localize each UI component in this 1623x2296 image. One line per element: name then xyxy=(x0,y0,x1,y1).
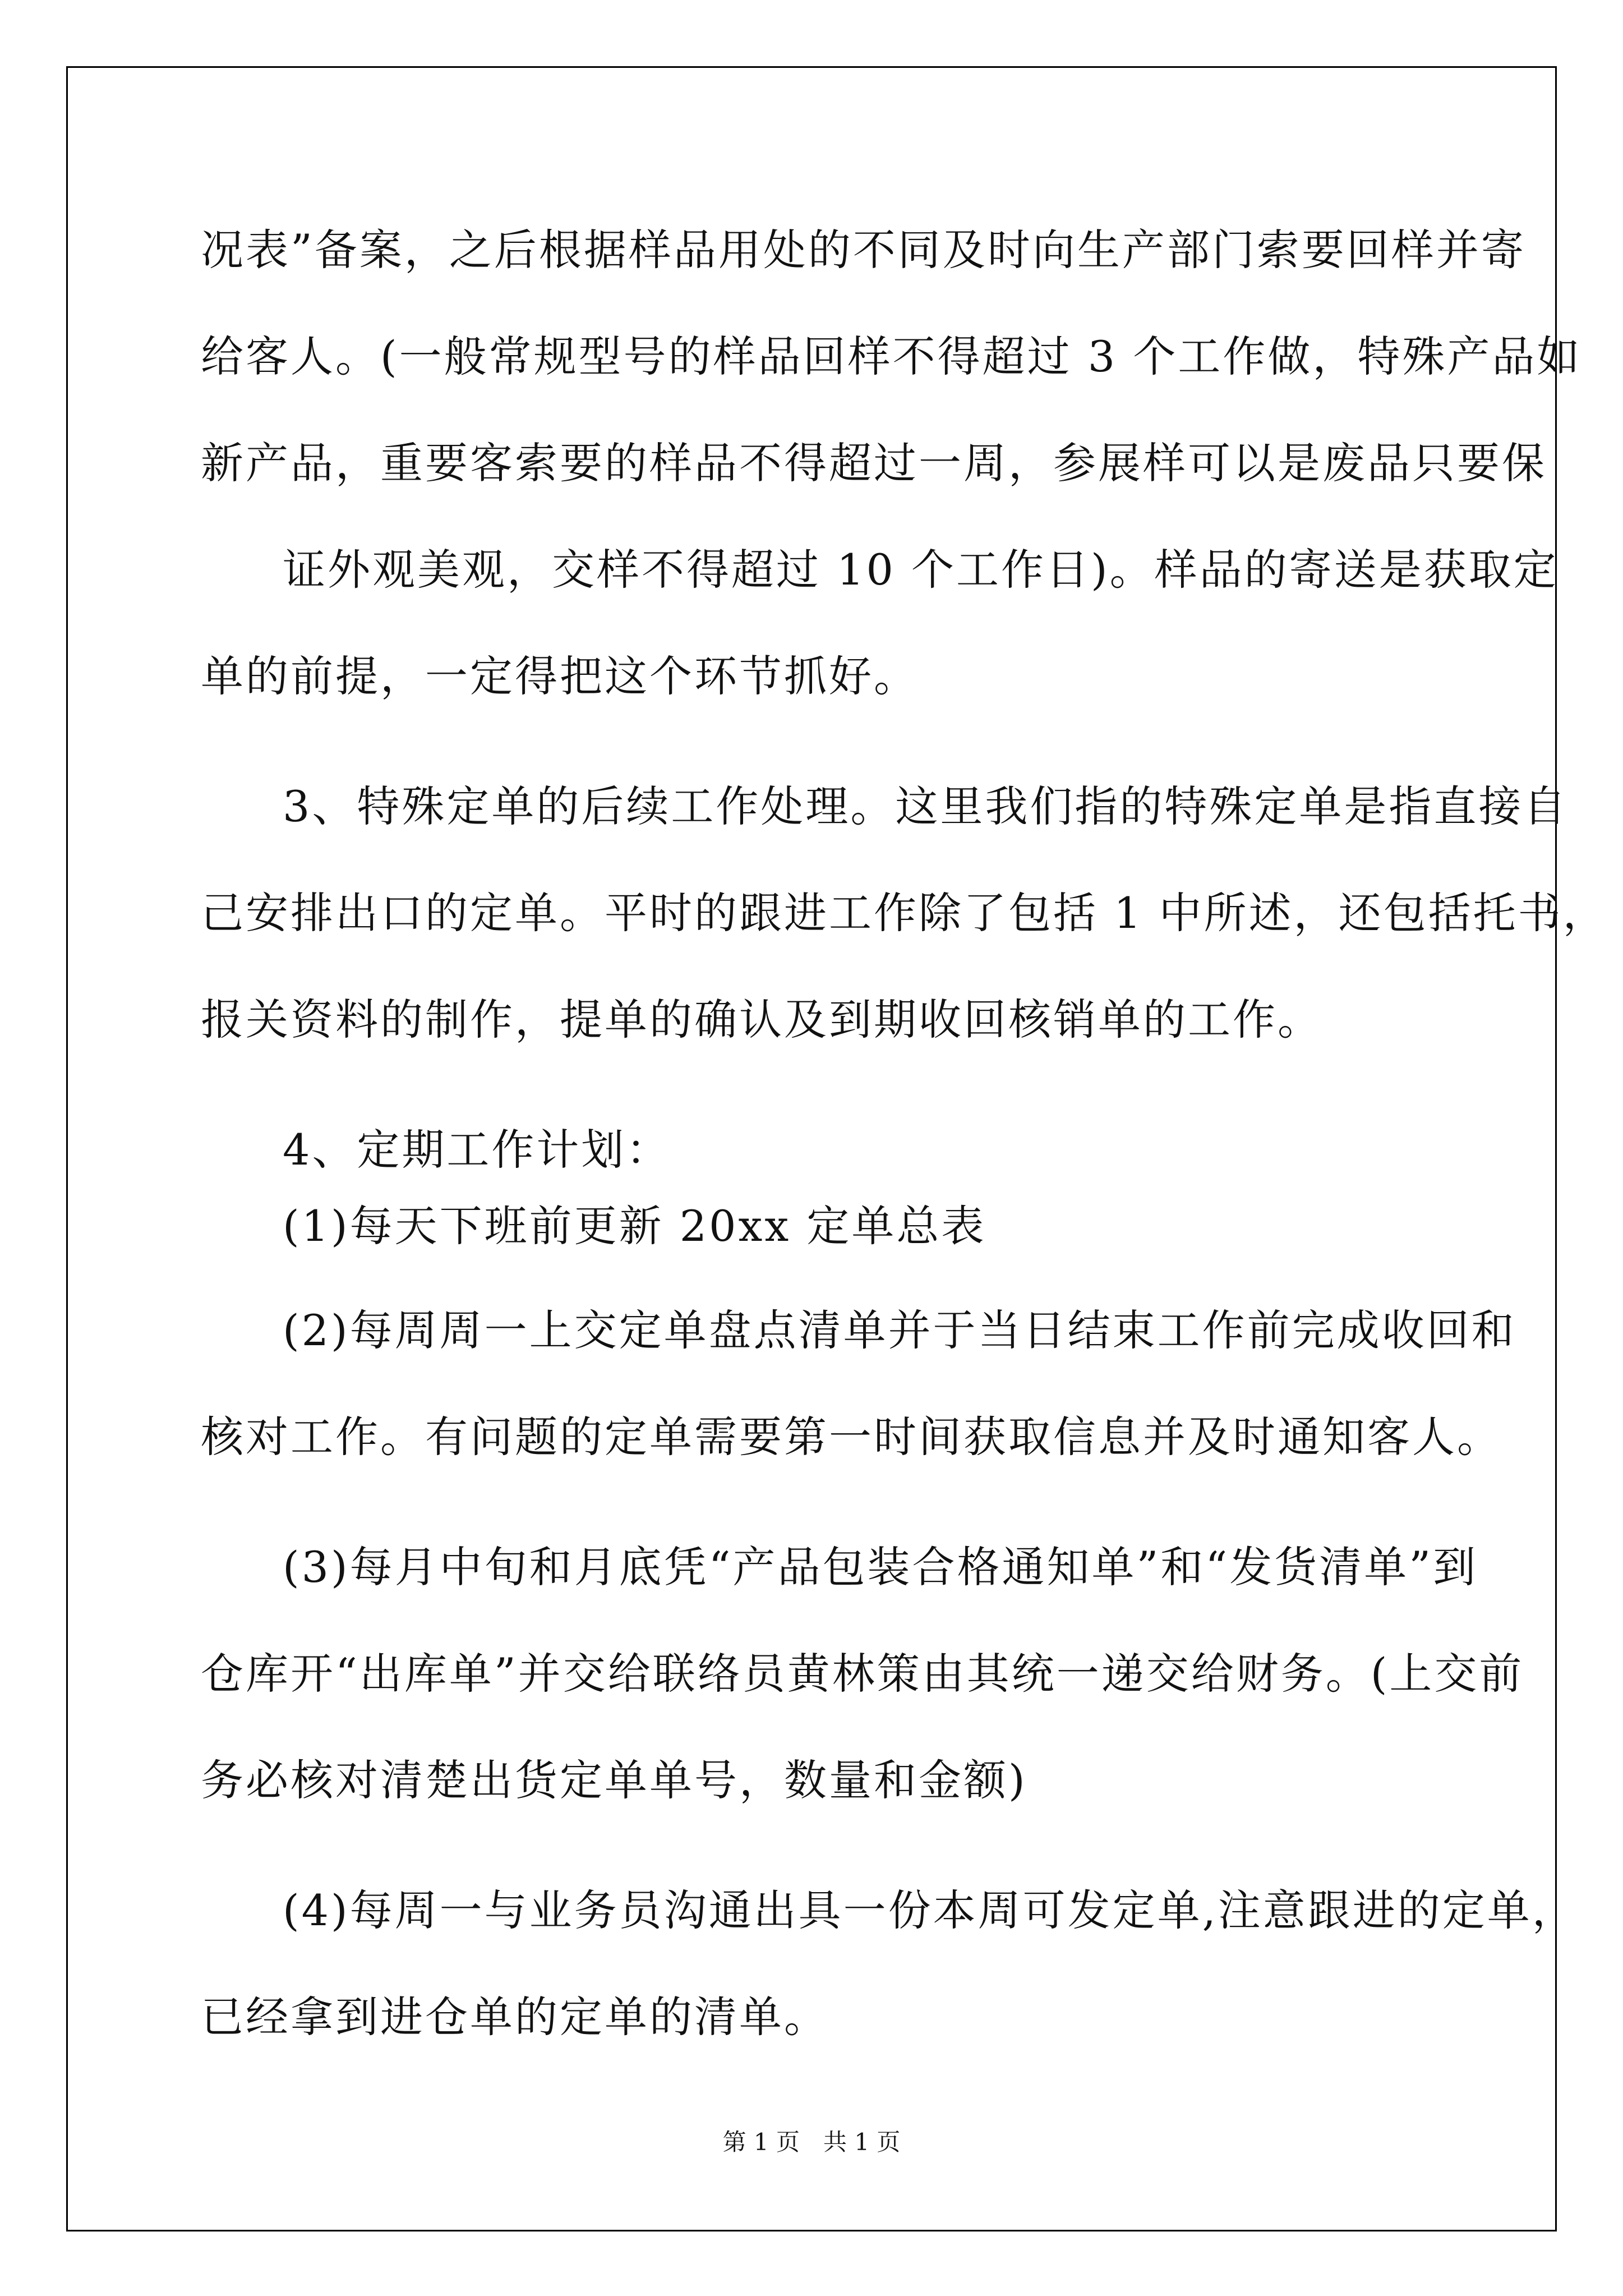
body-line: 给客人。(一般常规型号的样品回样不得超过 3 个工作做，特殊产品如 xyxy=(201,332,1582,381)
body-line: 新产品，重要客索要的样品不得超过一周，参展样可以是废品只要保 xyxy=(201,438,1547,488)
body-line: 4、定期工作计划： xyxy=(283,1125,671,1175)
page-footer: 第 1 页 共 1 页 xyxy=(722,2128,901,2156)
body-line: 己安排出口的定单。平时的跟进工作除了包括 1 中所述，还包括托书， xyxy=(201,888,1608,938)
body-line: 核对工作。有问题的定单需要第一时间获取信息并及时通知客人。 xyxy=(201,1412,1502,1462)
body-line: (4)每周一与业务员沟通出具一份本周可发定单,注意跟进的定单， xyxy=(283,1885,1577,1935)
body-line: 务必核对清楚出货定单单号，数量和金额) xyxy=(201,1755,1027,1805)
body-line: 单的前提，一定得把这个环节抓好。 xyxy=(201,651,919,701)
body-line: (2)每周周一上交定单盘点清单并于当日结束工作前完成收回和 xyxy=(283,1305,1516,1355)
body-line: (3)每月中旬和月底凭“产品包装合格通知单”和“发货清单”到 xyxy=(283,1542,1478,1592)
body-line: 况表”备案，之后根据样品用处的不同及时向生产部门索要回样并寄 xyxy=(201,225,1526,275)
body-line: 证外观美观，交样不得超过 10 个工作日)。样品的寄送是获取定 xyxy=(283,545,1559,595)
body-line: 3、特殊定单的后续工作处理。这里我们指的特殊定单是指直接自 xyxy=(283,781,1569,831)
body-line: 报关资料的制作，提单的确认及到期收回核销单的工作。 xyxy=(201,995,1322,1045)
body-line: (1)每天下班前更新 20xx 定单总表 xyxy=(283,1201,986,1251)
body-line: 已经拿到进仓单的定单的清单。 xyxy=(201,1992,829,2042)
body-line: 仓库开“出库单”并交给联络员黄林策由其统一递交给财务。(上交前 xyxy=(201,1649,1524,1699)
